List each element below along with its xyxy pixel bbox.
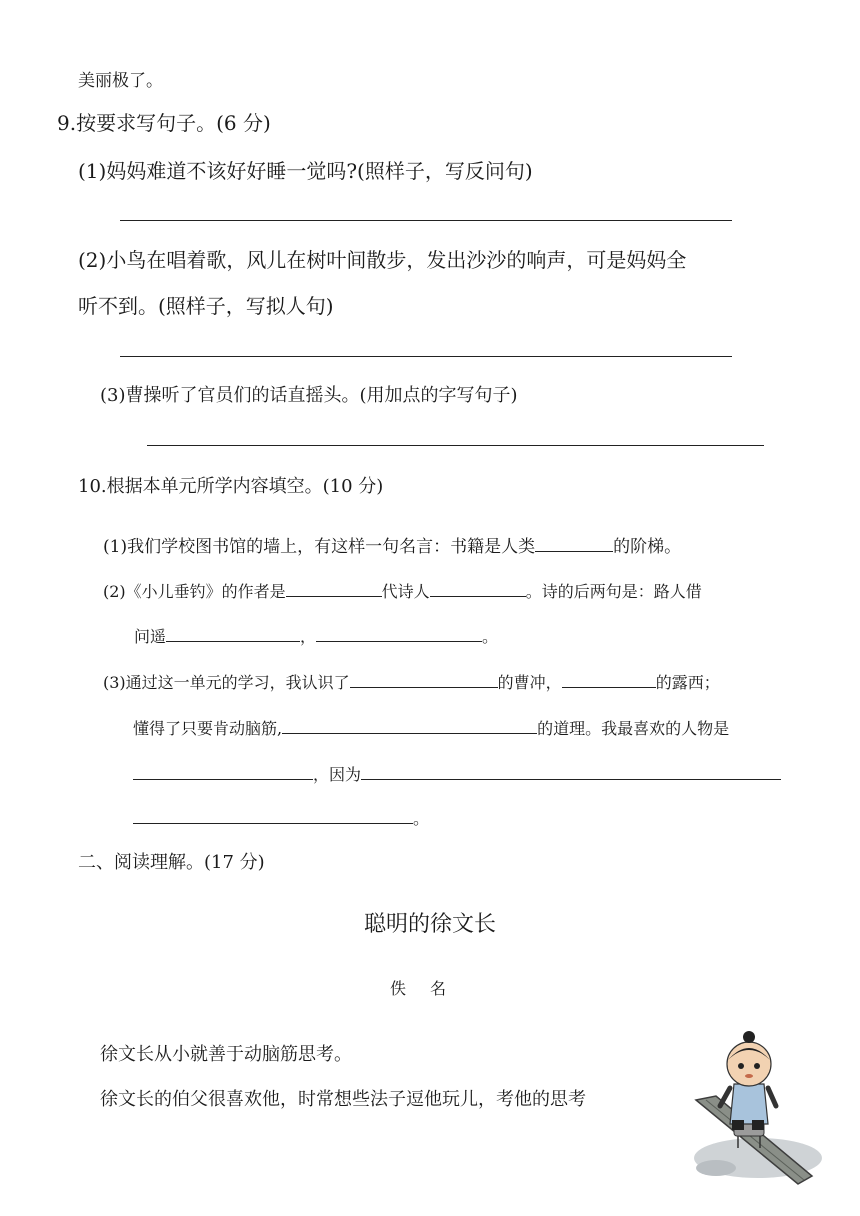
q10-3-text-f: ，因为 bbox=[313, 765, 362, 784]
q10-3-text-d: 懂得了只要肯动脑筋, bbox=[133, 719, 283, 738]
blank-10-3-favorite[interactable] bbox=[133, 763, 313, 780]
blank-10-2-dynasty[interactable] bbox=[286, 580, 382, 597]
q10-3-text-c: 的露西； bbox=[655, 673, 720, 692]
blank-10-2-verse2[interactable] bbox=[316, 625, 482, 642]
q10-2-text-f: 。 bbox=[482, 627, 499, 646]
q10-2-text-c: 。诗的后两句是：路人借 bbox=[525, 582, 702, 601]
q10-3-text-g: 。 bbox=[413, 809, 430, 828]
blank-10-3-reason-1[interactable] bbox=[361, 763, 781, 780]
q10-2-text-b: 代诗人 bbox=[381, 582, 430, 601]
q10-2-text-a: (2)《小儿垂钓》的作者是 bbox=[103, 582, 286, 601]
q10-1-text-b: 的阶梯。 bbox=[613, 537, 682, 557]
question-9-3-prompt: (3)曹操听了官员们的话直摇头。(用加点的字写句子) bbox=[100, 385, 518, 406]
question-10-3-line2 bbox=[133, 716, 729, 739]
q10-1-text-a: (1)我们学校图书馆的墙上，有这样一句名言：书籍是人类 bbox=[103, 537, 536, 557]
question-9-heading: 9.按要求写句子。(6 分) bbox=[57, 111, 271, 135]
question-10-3-line4 bbox=[133, 806, 429, 829]
q10-2-text-e: ， bbox=[300, 627, 317, 646]
blank-10-3-reason-2[interactable] bbox=[133, 807, 413, 824]
text-line-continuation: 美丽极了。 bbox=[78, 71, 163, 91]
section-2-heading: 二、阅读理解。(17 分) bbox=[78, 852, 265, 873]
blank-10-3-caochong[interactable] bbox=[350, 671, 498, 688]
answer-line-9-1[interactable] bbox=[120, 220, 732, 221]
article-paragraph-1: 徐文长从小就善于动脑筋思考。 bbox=[100, 1044, 352, 1065]
question-10-heading: 10.根据本单元所学内容填空。(10 分) bbox=[78, 476, 384, 497]
article-title: 聪明的徐文长 bbox=[363, 912, 496, 937]
question-10-1 bbox=[103, 532, 681, 557]
blank-10-2-verse1[interactable] bbox=[166, 625, 300, 642]
blank-10-3-lesson[interactable] bbox=[282, 717, 537, 734]
q10-3-text-b: 的曹冲， bbox=[497, 673, 562, 692]
blank-10-1[interactable] bbox=[535, 534, 613, 552]
article-paragraph-2: 徐文长的伯父很喜欢他，时常想些法子逗他玩儿，考他的思考 bbox=[100, 1089, 586, 1110]
boy-on-plank-illustration-icon bbox=[686, 1026, 822, 1190]
question-10-3-line3 bbox=[133, 762, 781, 785]
question-9-2-prompt-line1: (2)小鸟在唱着歌，风儿在树叶间散步，发出沙沙的响声，可是妈妈全 bbox=[78, 248, 687, 272]
q10-2-text-d: 问遥 bbox=[134, 627, 167, 646]
article-author: 佚名 bbox=[389, 979, 470, 998]
question-9-1-prompt: (1)妈妈难道不该好好睡一觉吗?(照样子，写反问句) bbox=[78, 159, 533, 183]
question-10-2-line2 bbox=[134, 624, 498, 647]
question-10-3-line1 bbox=[103, 670, 720, 693]
blank-10-3-lucy[interactable] bbox=[562, 671, 656, 688]
question-10-2-line1 bbox=[103, 579, 702, 602]
answer-line-9-3[interactable] bbox=[147, 445, 764, 446]
q10-3-text-a: (3)通过这一单元的学习，我认识了 bbox=[103, 673, 350, 692]
blank-10-2-poet[interactable] bbox=[430, 580, 526, 597]
question-9-2-prompt-line2: 听不到。(照样子，写拟人句) bbox=[78, 294, 334, 318]
q10-3-text-e: 的道理。我最喜欢的人物是 bbox=[537, 719, 730, 738]
answer-line-9-2[interactable] bbox=[120, 356, 732, 357]
